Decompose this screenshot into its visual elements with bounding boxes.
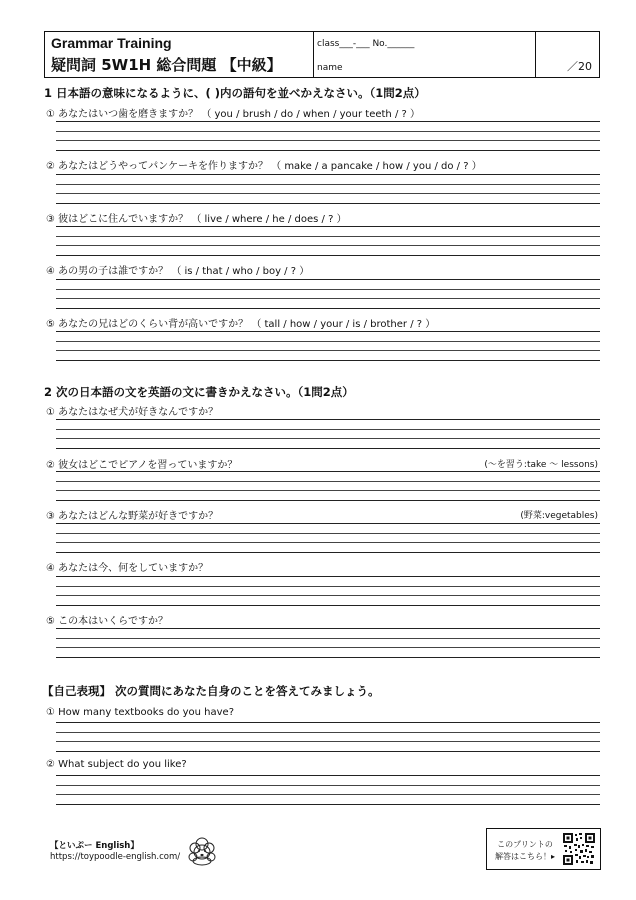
s2-answer-box-2[interactable] — [56, 471, 600, 501]
s1-answer-box-3[interactable] — [56, 226, 600, 256]
question-text: 彼はどこに住んでいますか？ （ live / where / he / does / ? ） — [58, 214, 347, 225]
s1-question-5 — [46, 315, 435, 330]
question-number: ③ — [46, 214, 55, 225]
s1-answer-box-5[interactable] — [56, 331, 600, 361]
s2-question-2 — [46, 456, 237, 471]
title-en: Grammar Training — [51, 35, 172, 51]
s2-answer-box-1[interactable] — [56, 419, 600, 449]
brand-label: 【といぷー English】 — [50, 841, 139, 851]
title-jp: 疑問詞 5W1H 総合問題 【中級】 — [51, 56, 282, 74]
s1-question-3 — [46, 210, 347, 225]
s1-question-4 — [46, 262, 309, 277]
question-number: ② — [46, 161, 55, 172]
s2-answer-box-3[interactable] — [56, 523, 600, 553]
question-number: ④ — [46, 266, 55, 277]
s2-hint-3: (野菜:vegetables) — [520, 511, 598, 521]
answer-line-2: 解答はこちら！▸ — [494, 852, 555, 861]
section3-title: 【自己表現】 次の質問にあなた自身のことを答えてみましょう。 — [42, 684, 380, 698]
s3-question-1 — [46, 707, 234, 718]
s1-answer-box-4[interactable] — [56, 279, 600, 309]
name-label: name — [317, 63, 343, 73]
question-number: ① — [46, 109, 55, 120]
site-url[interactable]: https://toypoodle-english.com/ — [50, 852, 181, 862]
question-number: ② — [46, 759, 55, 770]
question-number: ⑤ — [46, 319, 55, 330]
score-total: ／20 — [567, 60, 592, 73]
answer-link-box[interactable] — [486, 828, 601, 870]
s1-question-1 — [46, 105, 420, 120]
question-text: What subject do you like? — [58, 759, 187, 770]
s2-answer-box-4[interactable] — [56, 576, 600, 606]
s2-question-1 — [46, 403, 218, 418]
question-text: この本はいくらですか？ — [58, 616, 169, 627]
s1-question-2 — [46, 157, 482, 172]
s3-answer-box-1[interactable] — [56, 722, 600, 752]
question-text: あの男の子は誰ですか？ （ is / that / who / boy / ? ） — [58, 266, 310, 277]
s1-answer-box-2[interactable] — [56, 174, 600, 204]
section1-title: 1 日本語の意味になるように、( )内の語句を並べかえなさい。（1問2点） — [44, 86, 426, 100]
question-text: あなたの兄はどのくらい背が高いですか？ （ tall / how / your / is / brother / ? ） — [58, 319, 436, 330]
question-number: ③ — [46, 511, 55, 522]
question-text: あなたはなぜ犬が好きなんですか？ — [58, 407, 219, 418]
student-info-cell — [313, 32, 536, 77]
s1-answer-box-1[interactable] — [56, 121, 600, 151]
s2-answer-box-5[interactable] — [56, 628, 600, 658]
s2-hint-2: (～を習う:take ～ lessons) — [484, 460, 598, 470]
s3-answer-box-2[interactable] — [56, 775, 600, 805]
question-number: ② — [46, 460, 55, 471]
answer-line-1: このプリントの — [497, 840, 553, 849]
qr-code-icon[interactable] — [562, 832, 596, 866]
question-text: 彼女はどこでピアノを習っていますか？ — [58, 460, 238, 471]
question-text: あなたは今、何をしていますか？ — [58, 563, 209, 574]
class-no-label: class___-___ No.______ — [317, 39, 415, 49]
header-box — [44, 31, 600, 78]
question-text: あなたはいつ歯を磨きますか？ （ you / brush / do / when / your teeth / ? ） — [58, 109, 420, 120]
question-text: How many textbooks do you have? — [58, 707, 234, 718]
question-text: あなたはどうやってパンケーキを作りますか？ （ make / a pancake / how / you / do / ? ） — [58, 161, 482, 172]
s3-question-2 — [46, 759, 187, 770]
s2-question-4 — [46, 559, 208, 574]
question-number: ① — [46, 707, 55, 718]
question-text: あなたはどんな野菜が好きですか？ — [58, 511, 219, 522]
section2-title: 2 次の日本語の文を英語の文に書きかえなさい。（1問2点） — [44, 385, 354, 399]
s2-question-5 — [46, 612, 168, 627]
question-number: ⑤ — [46, 616, 55, 627]
title-cell — [45, 32, 314, 77]
score-cell — [535, 32, 598, 77]
s2-question-3 — [46, 507, 218, 522]
poodle-icon — [184, 834, 220, 866]
question-number: ① — [46, 407, 55, 418]
question-number: ④ — [46, 563, 55, 574]
